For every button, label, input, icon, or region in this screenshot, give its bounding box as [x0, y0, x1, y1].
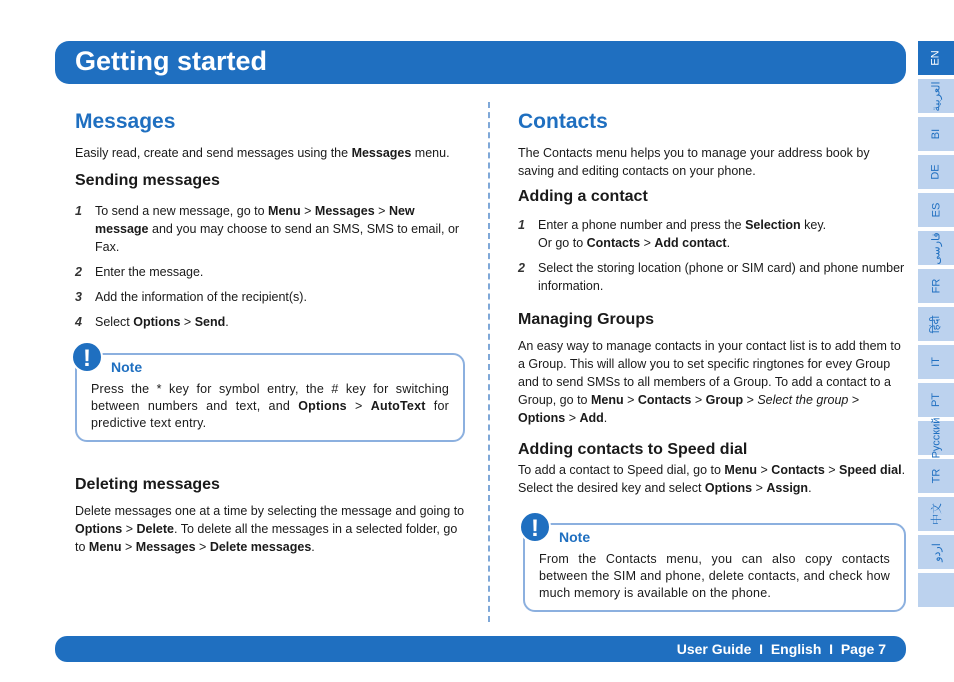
- sending-steps: [75, 202, 465, 331]
- page-title: Getting started: [75, 46, 268, 76]
- language-tab[interactable]: [918, 41, 954, 75]
- step-number: 3: [75, 290, 82, 304]
- step-text: Add the information of the recipient(s).: [95, 290, 307, 304]
- language-tab[interactable]: [918, 307, 954, 341]
- adding-step: [518, 259, 906, 295]
- contacts-intro: The Contacts menu helps you to manage your address book by saving and editing contacts on your phone.: [518, 146, 870, 178]
- exclamation-icon: !: [71, 341, 103, 373]
- language-label: فارسی: [930, 231, 943, 265]
- step-number: 2: [518, 261, 525, 275]
- language-tab[interactable]: [918, 573, 954, 607]
- footer-text: User Guide I English I Page 7: [676, 641, 886, 657]
- note-body: From the Contacts menu, you can also copy contacts between the SIM and phone, delete contacts, and check how much memory is available on the phone.: [539, 552, 890, 600]
- language-label: Pусский: [930, 417, 943, 459]
- language-label: FR: [929, 278, 942, 294]
- language-label: ES: [930, 202, 942, 218]
- step-text: Select Options > Send.: [95, 315, 229, 329]
- adding-contact-heading: Adding a contact: [518, 188, 648, 205]
- note-title: Note: [111, 359, 143, 375]
- language-label: हिंदी: [930, 315, 943, 333]
- language-tab[interactable]: [918, 269, 954, 303]
- step-number: 1: [518, 218, 525, 232]
- language-tab[interactable]: [918, 231, 954, 265]
- sending-messages-heading: Sending messages: [75, 172, 220, 189]
- sending-step: [75, 288, 465, 306]
- language-tab[interactable]: [918, 383, 954, 417]
- language-tab[interactable]: [918, 345, 954, 379]
- step-number: 2: [75, 265, 82, 279]
- messages-note: [75, 345, 465, 442]
- note-body: Press the * key for symbol entry, the # key for switching between numbers and text, and Options > AutoText for predictive text entry.: [91, 382, 449, 430]
- language-tab[interactable]: [918, 193, 954, 227]
- language-label: BI: [930, 128, 942, 140]
- language-label: PT: [930, 392, 942, 408]
- deleting-messages-body: Delete messages one at a time by selecting the message and going to Options > Delete. To delete all the messages in a selected folder, go to Menu > Messages > Delete messages.: [75, 504, 465, 554]
- language-tabs: [918, 41, 954, 611]
- messages-heading: Messages: [75, 110, 176, 133]
- step-text: To send a new message, go to Menu > Messages > New message and you may choose to send an SMS, SMS to email, or Fax.: [95, 204, 460, 254]
- language-tab[interactable]: [918, 459, 954, 493]
- footer-bar: [55, 636, 906, 662]
- exclamation-icon: !: [519, 511, 551, 543]
- contacts-note: [523, 515, 906, 612]
- language-label: DE: [930, 164, 942, 180]
- column-divider: [488, 102, 490, 622]
- step-number: 1: [75, 204, 82, 218]
- language-label: العربية: [930, 80, 943, 112]
- language-tab[interactable]: [918, 155, 954, 189]
- sending-step: [75, 202, 465, 256]
- language-tab[interactable]: [918, 117, 954, 151]
- messages-column: [75, 110, 465, 556]
- speed-dial-heading: Adding contacts to Speed dial: [518, 441, 748, 458]
- language-tab[interactable]: [918, 79, 954, 113]
- managing-groups-body: An easy way to manage contacts in your contact list is to add them to a Group. This will allow you to set specific ringtones for evey Group and to send SMSs to all members of a Group. To add a contact to a Group, go to Menu > Contacts > Group > Select the group > Options > Add.: [518, 339, 901, 425]
- step-text: Select the storing location (phone or SIM card) and phone number information.: [538, 261, 905, 293]
- header-bar: [55, 41, 906, 84]
- managing-groups-heading: Managing Groups: [518, 311, 654, 328]
- contacts-column: [518, 110, 906, 612]
- step-text: Enter the message.: [95, 265, 204, 279]
- sending-step: [75, 263, 465, 281]
- contacts-heading: Contacts: [518, 110, 608, 133]
- language-label: اردو: [930, 542, 943, 562]
- language-label: TR: [929, 468, 942, 484]
- step-number: 4: [75, 315, 82, 329]
- note-title: Note: [559, 529, 591, 545]
- language-tab[interactable]: [918, 417, 954, 459]
- language-label: 中文: [931, 503, 943, 525]
- language-label: EN: [930, 50, 942, 66]
- speed-dial-body: To add a contact to Speed dial, go to Menu > Contacts > Speed dial. Select the desired key and select Options > Assign.: [518, 463, 906, 495]
- language-label: IT: [930, 357, 942, 367]
- deleting-messages-heading: Deleting messages: [75, 476, 220, 493]
- language-tab[interactable]: [918, 497, 954, 531]
- adding-step: [518, 216, 906, 252]
- messages-intro: Easily read, create and send messages using the Messages menu.: [75, 146, 450, 160]
- language-tab[interactable]: [918, 535, 954, 569]
- step-text: Enter a phone number and press the Selection key. Or go to Contacts > Add contact.: [538, 218, 827, 250]
- sending-step: [75, 313, 465, 331]
- adding-steps: [518, 216, 906, 295]
